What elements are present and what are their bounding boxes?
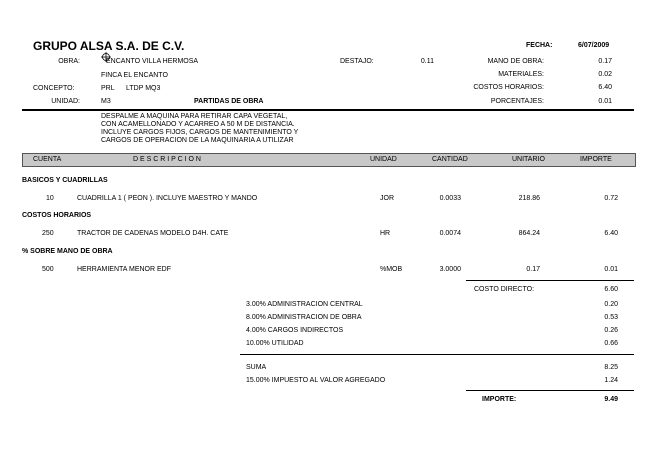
importe-value: 9.49 [604,396,618,403]
suma-divider [240,354,634,355]
total-item-value: 0.66 [604,340,618,347]
iva-label: 15.00% IMPUESTO AL VALOR AGREGADO [246,377,386,384]
table-cell-descripcion: TRACTOR DE CADENAS MODELO D4H. CATE [77,230,229,237]
table-cell-unidad: %MOB [380,266,403,273]
fecha-label: FECHA: [526,42,553,49]
table-cell-unidad: JOR [380,195,394,202]
table-cell-importe: 0.01 [604,266,618,273]
mano-obra-label: MANO DE OBRA: [487,58,544,65]
partidas-label: PARTIDAS DE OBRA [194,98,264,105]
unidad-label: UNIDAD: [51,98,80,105]
table-cell-unitario: 218.86 [518,195,540,202]
concepto-code: PRL [101,85,115,92]
table-cell-unitario: 864.24 [518,230,540,237]
costos-horarios-value: 6.40 [598,84,612,91]
total-item-value: 0.20 [604,301,618,308]
obra-line2: FINCA EL ENCANTO [101,72,168,79]
move-cursor-icon [101,52,111,62]
total-item-label: 8.00% ADMINISTRACION DE OBRA [246,314,362,321]
concepto-ref: LTDP MQ3 [126,85,161,92]
costo-directo-value: 6.60 [604,286,618,293]
col-unidad: UNIDAD [370,156,397,163]
table-cell-cuenta: 10 [46,195,54,202]
table-cell-cantidad: 0.0074 [439,230,461,237]
mano-obra-value: 0.17 [598,58,612,65]
table-cell-importe: 6.40 [604,230,618,237]
col-importe: IMPORTE [580,156,612,163]
fecha-value: 6/07/2009 [578,42,610,49]
costo-directo-label: COSTO DIRECTO: [474,286,535,293]
costo-directo-divider [466,280,634,281]
table-cell-descripcion: CUADRILLA 1 ( PEON ). INCLUYE MAESTRO Y MANDO [77,195,258,202]
table-cell-unitario: 0.17 [526,266,540,273]
materiales-label: MATERIALES: [498,71,544,78]
importe-label: IMPORTE: [482,396,517,403]
section-title: COSTOS HORARIOS [22,212,92,219]
col-cantidad: CANTIDAD [432,156,468,163]
table-cell-unidad: HR [380,230,391,237]
col-descripcion: D E S C R I P C I O N [133,156,201,163]
section-title: BASICOS Y CUADRILLAS [22,177,108,184]
destajo-value: 0.11 [420,58,434,65]
total-item-label: 10.00% UTILIDAD [246,340,304,347]
costos-horarios-label: COSTOS HORARIOS: [473,84,544,91]
unidad-value: M3 [101,98,111,105]
section-title: % SOBRE MANO DE OBRA [22,248,113,255]
total-item-value: 0.53 [604,314,618,321]
obra-label: OBRA: [58,58,80,65]
iva-value: 1.24 [604,377,618,384]
importe-divider [466,390,634,391]
table-cell-descripcion: HERRAMIENTA MENOR EDF [77,266,171,273]
table-cell-importe: 0.72 [604,195,618,202]
col-unitario: UNITARIO [512,156,545,163]
suma-label: SUMA [246,364,267,371]
table-cell-cuenta: 500 [42,266,54,273]
table-cell-cantidad: 0.0033 [439,195,461,202]
total-item-value: 0.26 [604,327,618,334]
table-cell-cuenta: 250 [42,230,54,237]
concepto-label: CONCEPTO: [33,85,75,92]
total-item-label: 3.00% ADMINISTRACION CENTRAL [246,301,363,308]
materiales-value: 0.02 [598,71,612,78]
col-cuenta: CUENTA [33,156,62,163]
destajo-label: DESTAJO: [340,58,374,65]
porcentajes-label: PORCENTAJES: [490,98,544,105]
obra-line1: ENCANTO VILLA HERMOSA [106,58,199,65]
company-name: GRUPO ALSA S.A. DE C.V. [33,39,185,53]
header-divider [22,109,634,111]
total-item-label: 4.00% CARGOS INDIRECTOS [246,327,344,334]
porcentajes-value: 0.01 [598,98,612,105]
concept-description: DESPALME A MAQUINA PARA RETIRAR CAPA VEGETAL, CON ACAMELLONADO Y ACARREO A 50 M DE DISTANCIA. INCLUYE CARGOS FIJOS, CARGOS DE MANTENIMIENTO Y CARGOS DE OPERACION DE LA MAQUINARIA A UTILIZAR [101,113,299,144]
suma-value: 8.25 [604,364,618,371]
table-cell-cantidad: 3.0000 [439,266,461,273]
